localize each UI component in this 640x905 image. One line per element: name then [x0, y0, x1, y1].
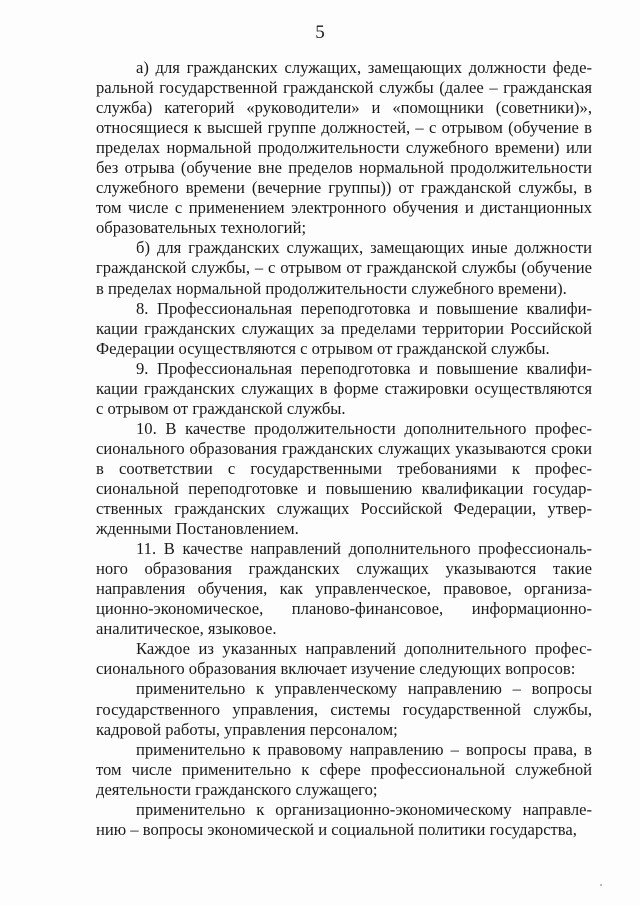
paragraph-8: 8. Профессиональная переподготовка и повышение квалификации гражданских служащих за пределами территории Российской Федерации осуществляются с отрывом от гражданской службы.	[96, 298, 592, 358]
paragraph-b: б) для гражданских служащих, замещающих иные должности гражданской службы, – с отрывом от гражданской службы (обучение в пределах нормальной продолжительности служебного времени).	[96, 238, 592, 298]
paragraph-9: 9. Профессиональная переподготовка и повышение квалификации гражданских служащих в форме стажировки осуществляются с отрывом от гражданской службы.	[96, 358, 592, 418]
paragraph-directions-intro: Каждое из указанных направлений дополнительного профессионального образования включает изучение следующих вопросов:	[96, 639, 592, 679]
paragraph-a: а) для гражданских служащих, замещающих должности федеральной государственной гражданской службы (далее – гражданская служба) категорий «руководители» и «помощники (советники)», относящиеся к высшей группе должностей, – с отрывом (обучение в пределах нормальной продолжительности служебного времени) или без отрыва (обучение вне пределов нормальной продолжительности служебного времени (вечерние группы)) от гражданской службы, в том числе с применением электронного обучения и дистанционных образовательных технологий;	[96, 58, 592, 238]
paragraph-legal-direction: применительно к правовому направлению – вопросы права, в том числе применительно к сфере профессиональной служебной деятельности гражданского служащего;	[96, 739, 592, 799]
body-text	[96, 58, 592, 840]
paragraph-11: 11. В качестве направлений дополнительного профессионального образования гражданских служащих указываются такие направления обучения, как управленческое, правовое, организационно-экономическое, планово-финансовое, информационно-аналитическое, языковое.	[96, 539, 592, 639]
paragraph-10: 10. В качестве продолжительности дополнительного профессионального образования гражданских служащих указываются сроки в соответствии с государственными требованиями к профессиональной переподготовке и повышению квалификации государственных гражданских служащих Российской Федерации, утвержденными Постановлением.	[96, 418, 592, 539]
paragraph-economic-direction: применительно к организационно-экономическому направлению – вопросы экономической и социальной политики государства,	[96, 799, 592, 839]
paragraph-management-direction: применительно к управленческому направлению – вопросы государственного управления, системы государственной службы, кадровой работы, управления персоналом;	[96, 679, 592, 739]
page-number: 5	[315, 22, 325, 43]
scan-speck	[600, 884, 602, 886]
